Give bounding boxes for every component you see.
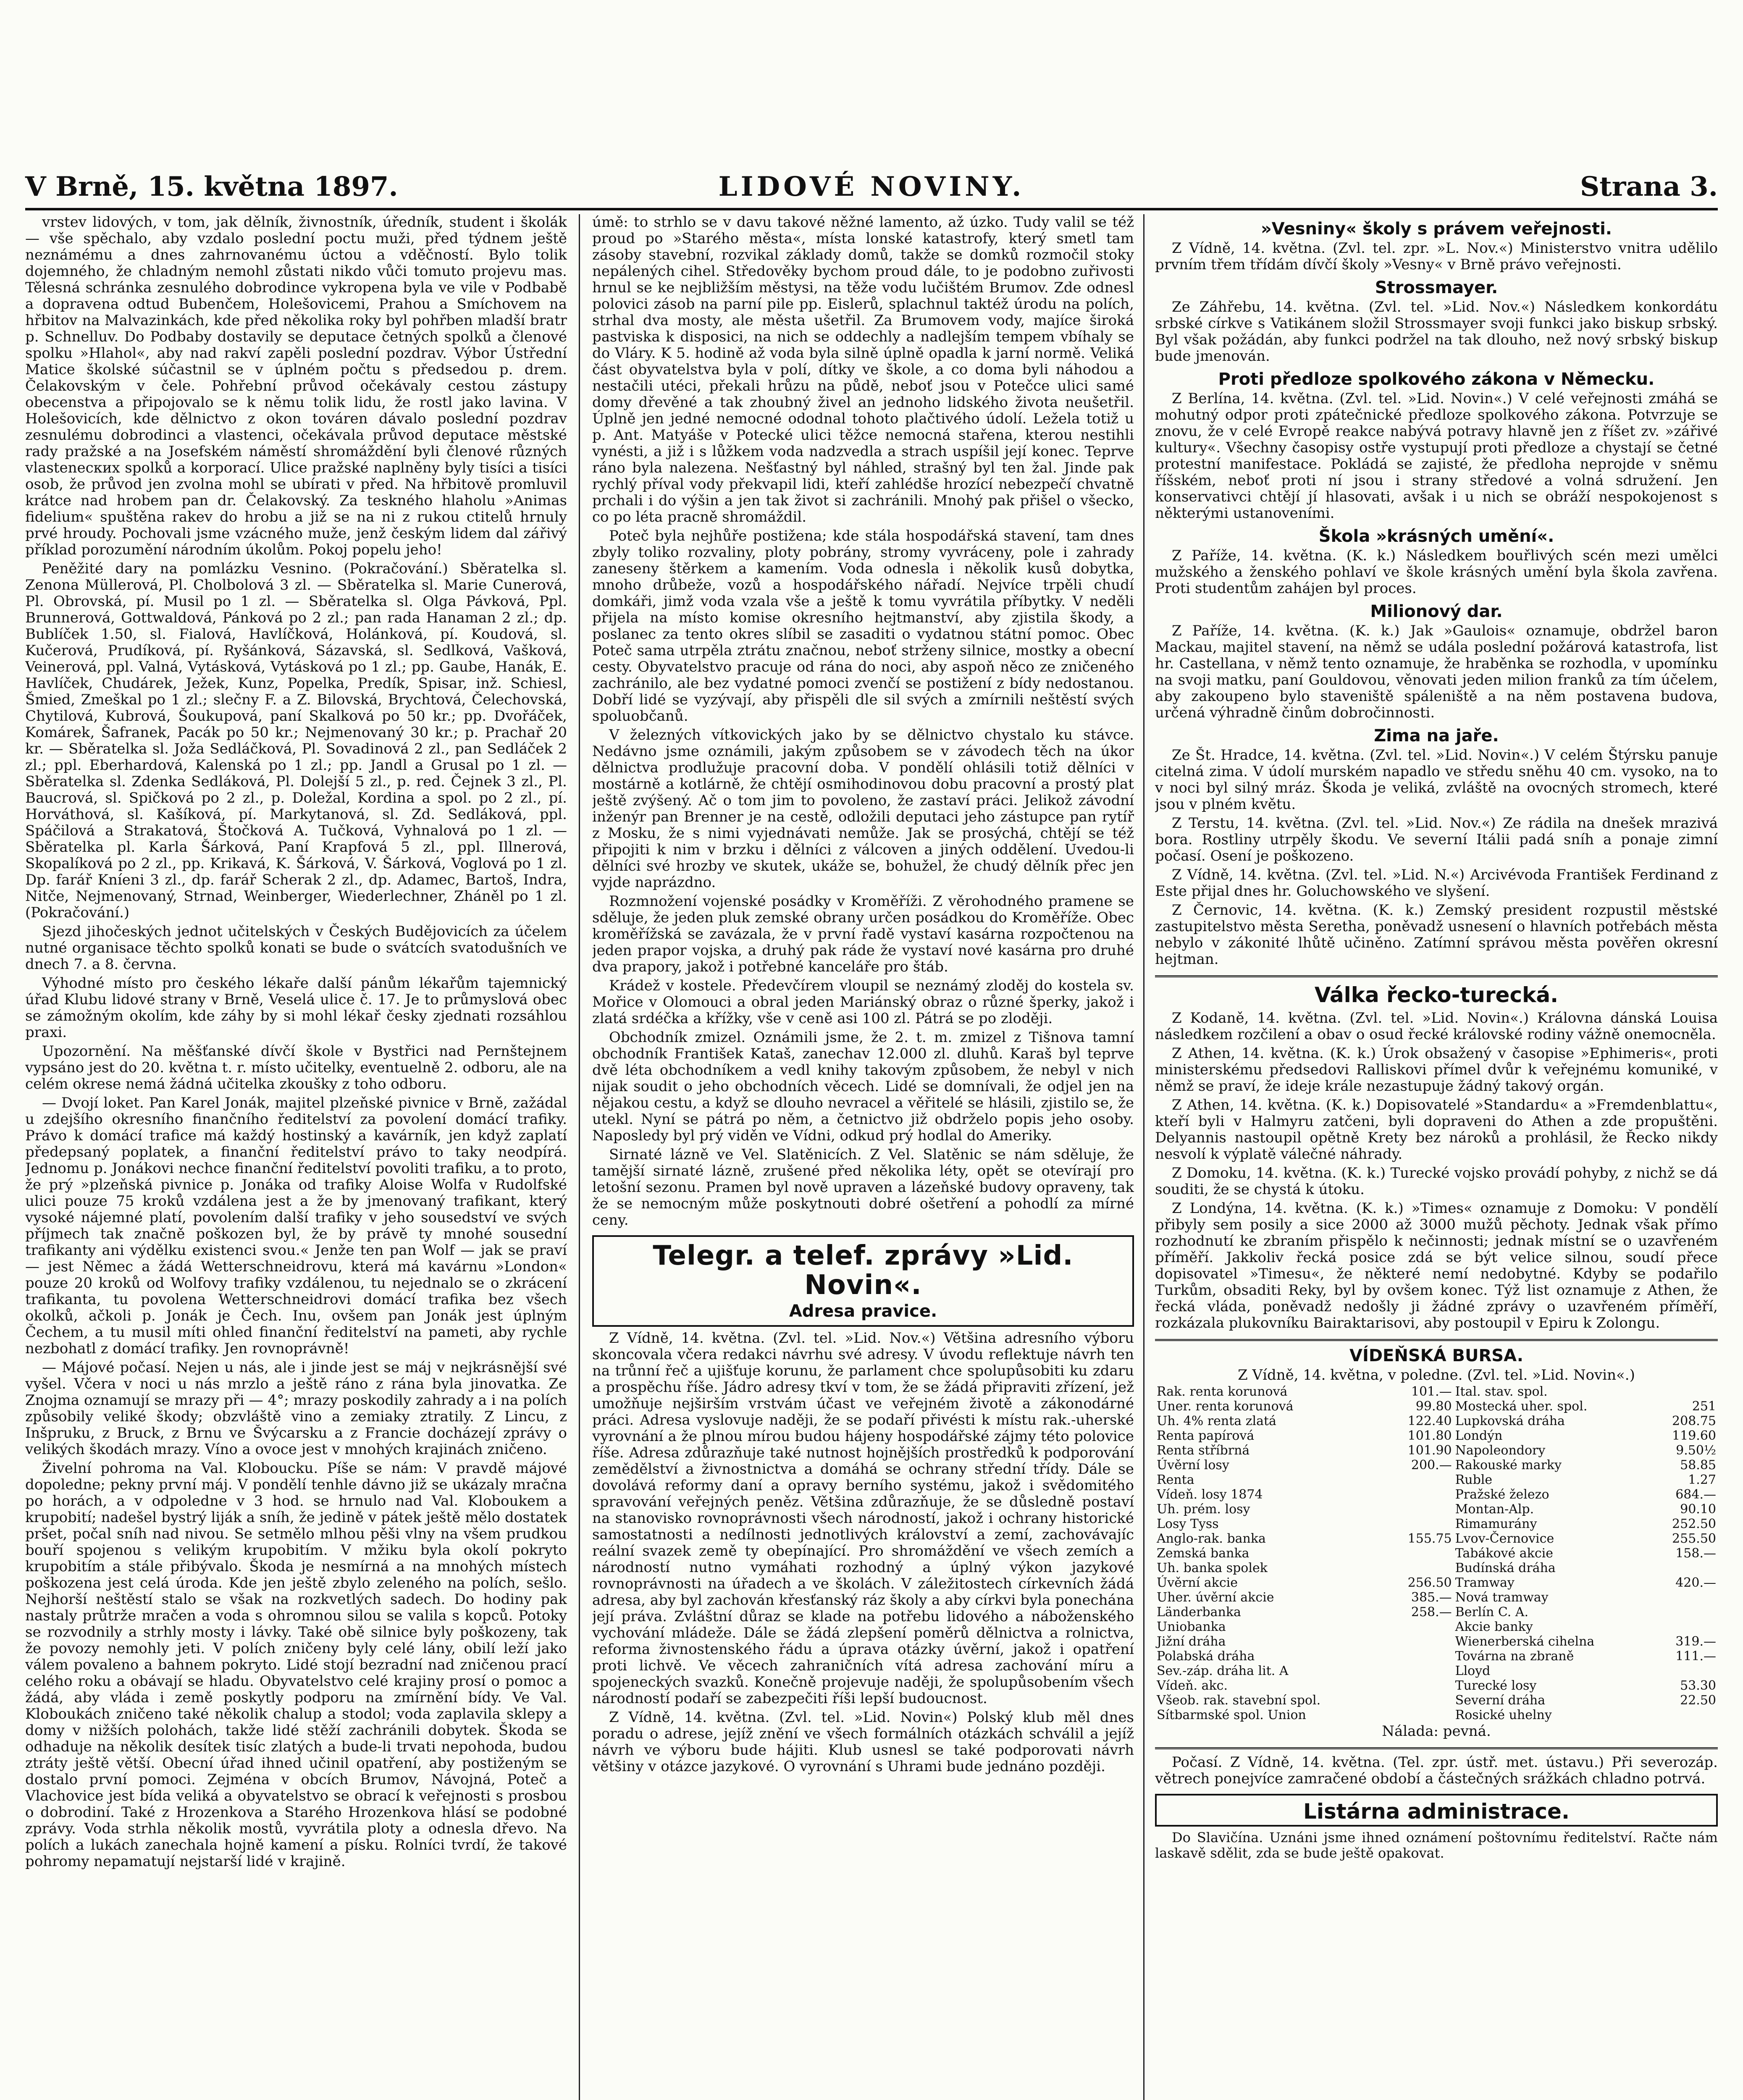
bourse-cell-price: 99.80 xyxy=(1415,1399,1452,1414)
bourse-cell-name: Mostecká uher. spol. xyxy=(1455,1399,1588,1414)
bourse-cell-price xyxy=(1388,1473,1454,1487)
article-paragraph: vrstev lidových, v tom, jak dělník, živnostník, úředník, student i školák — vše spěchalo, aby vzdalo poslední poctu muži, před týdnem ještě neznámému a dnes zahrnovanému úctou a vděčností. Bylo tolik dojemného, že chladným nemohl zůstati nikdo vůči tomuto projevu mas. Tělesná schránka zesnulého dobrodince vykropena byla ve vile v Podbabě a dopravena odtud Bubenčem, Holešovicemi, Prahou a Smíchovem na hřbitov na Malvazinkách, kde před několika roky byl pohřben mladší bratr p. Schnelluv. Do Podbaby dostavily se deputace četných spolků a členové spolku »Hlahol«, aby nad rakví zapěli poslední pozdrav. Výbor Ústřední Matice školské súčastnil se v úplném počtu s předsedou p. drem. Čelakovským v čele. Pohřební průvod očekávaly cestou zástupy obecenstva a připojovalo se k němu tolik lidu, že rostl jako lavina. V Holešovicích, kde dělnictvo z okon továren dávalo poslední pozdrav zesnulému dobrodinci a vlastenci, očekávala průvod deputace městské rady pražské a na Josefském náměstí shromáždění byli členové různých vlastenecких spolků a korporací. Ulice pražské naplněny byly tisíci a tisíci osob, že průvod jen zvolna mohl se ubírati v před. Na hřbitově promluvil krátce nad hrobem pan dr. Čelakovský. Za teskného hlaholu »Animas fidelium« spuštěna rakev do hrobu a již se na ni z rukou ctitelů hrnuly prvé hroudy. Pochovali jsme vzácného muže, jenž českým lidem dal zářivý příklad porozumění národním úkolům. Pokoj popelu jeho! xyxy=(25,214,567,558)
article-heading: Škola »krásných umění«. xyxy=(1318,527,1554,546)
article-paragraph: Výhodné místo pro českého lékaře další pánům lékařům tajemnický úřad Klubu lidové strany v Brně, Veselá ulice č. 17. Je to průmyslová obec se zámožným okolím, kde záhy by si mohl lékař česky zjednati rozsáhlou praxi. xyxy=(25,975,567,1041)
bourse-cell-price xyxy=(1652,1664,1718,1678)
bourse-cell-name: Sítbarmské spol. Union xyxy=(1157,1708,1306,1722)
bourse-cell-price xyxy=(1388,1517,1454,1531)
bourse-cell-name: Sev.-záp. dráha lit. A xyxy=(1157,1664,1289,1678)
section-divider xyxy=(1155,975,1718,977)
article-paragraph: Živelní pohroma na Val. Kloboucku. Píše se nám: V pravdě májové dopoledne; pekny první máj. V pondělí tenhle dávno již se ukázaly mračna po horách, a v odpoledne v 3 hod. se hrnulo nad Val. Kloboukem a krupobití; nadešel bystrý liják a sníh, že jedině v pátek ještě mělo dostatek pršet, počal sníh nad nivou. Se setmělo mlhou pěši vlny na všem prudkou bouří spojenou s velikým krupobitím. V mžiku byla okolí pokryto krupobitím a stále přibývalo. Škoda je nesmírná a na mnohých místech poškozena jest celá úroda. Kde jen ještě zbylo zeleného na polích, sešlo. Nejhorší neštěstí stalo se však na rozkvetlých sadech. Do hodiny pak nastaly průtrže mračen a voda s ohromnou silou se valila s kopců. Potoky se rozvodnily a strhly mosty i lávky. Také obě silnice byly poškozeny, tak že povozy nemohly jeti. V polích zničeny byly celé lány, obilí leží jako válem povaleno a bahnem pokryto. Lidé stojí bezradní nad zničenou prací celého roku a obávají se hladu. Obyvatelstvo celé krajiny prosí o pomoc a žádá, aby vláda i země poskytly podporu na zmírnění bídy. Ve Val. Kloboukách zničeno také několik chalup a stodol; voda zaplavila sklepy a domy v nižších polohách, takže lidé stěží zachránili dobytek. Škoda se odhaduje na několik desítek tisíc zlatých a bude-li trvati nepohoda, budou ztráty ještě větší. Obecní úřad ihned učinil opatření, aby postiženým se dostalo první pomoci. Zejména v obcích Brumov, Návojná, Poteč a Vlachovice jest bída veliká a obyvatelstvo se obrací k veřejnosti s prosbou o dobrodiní. Také z Hrozenkova a Starého Hrozenkova hlásí se podobné zprávy. Voda strhla několik mostů, vyvrátila ploty a odnesla dřevo. Na polích a lukách zanechala hojně kamení a písku. Rolníci tvrdí, že takové pohromy nepamatují nejstarší lidé v krajině. xyxy=(25,1460,567,1870)
bourse-cell-price: 101.— xyxy=(1411,1384,1452,1399)
bourse-cell-name: Rak. renta korunová xyxy=(1157,1384,1288,1399)
article-paragraph: Do Slavičína. Uznáni jsme ihned oznámení poštovnímu ředitelství. Račte nám laskavě sdělit, zda se bude ještě opakovat. xyxy=(1155,1830,1718,1861)
bourse-cell-price: 9.50½ xyxy=(1676,1443,1716,1458)
bourse-cell-price: 255.50 xyxy=(1672,1531,1716,1546)
article-paragraph: Ze Št. Hradce, 14. května. (Zvl. tel. »Lid. Novin«.) V celém Štýrsku panuje citelná zima. V údolí murském napadlo ve středu sněhu 40 cm. vysoko, na to v noci byl silný mráz. Škoda je veliká, zvláště na ovocných stromech, které jsou v plném květu. xyxy=(1155,747,1718,813)
bourse-cell-name: Úvěrní losy xyxy=(1157,1458,1229,1473)
bourse-cell-name: Ruble xyxy=(1455,1473,1493,1487)
article-paragraph: Upozornění. Na měšťanské dívčí škole v Bystřici nad Pernštejnem vypsáno jest do 20. května t. r. místo učitelky, eventuelně 2. odboru, ale na celém okrese nemá žádná učitelka zkoušky z toho odboru. xyxy=(25,1043,567,1092)
article-paragraph: Z Paříže, 14. května. (K. k.) Jak »Gaulois« oznamuje, obdržel baron Mackau, majitel stavení, na němž se udála poslední požárová katastrofa, list hr. Castellana, v němž tento oznamuje, že hraběnka se rozhodla, v upomínku na svoji matku, paní Gouldovou, věnovati jeden milion franků za tím účelem, aby zakoupeno bylo staveniště spáleniště a na něm postavena budova, určená výhradně činům dobročinnosti. xyxy=(1155,622,1718,721)
bourse-cell-name: Rakouské marky xyxy=(1455,1458,1562,1473)
bourse-cell-price xyxy=(1652,1708,1718,1722)
bourse-subtitle: Z Vídně, 14. května, v poledne. (Zvl. tel. »Lid. Novin«.) xyxy=(1238,1367,1635,1383)
article-paragraph: Z Vídně, 14. května. (Zvl. tel. »Lid. Novin«) Polský klub měl dnes poradu o adrese, jejíž znění ve všech formálních otázkách schválil a jejíž návrh ve výboru bude hájiti. Klub usnesl se také podporovati návrh většiny v otázce jazykové. O vyrovnání s Uhrami bude jednáno později. xyxy=(592,1709,1134,1775)
article-heading: Zima na jaře. xyxy=(1374,726,1499,746)
bourse-row xyxy=(1155,1384,1718,1399)
bourse-cell-name: Lloyd xyxy=(1455,1664,1491,1678)
bourse-cell-name: Londýn xyxy=(1455,1428,1503,1443)
article-paragraph: Ze Záhřebu, 14. května. (Zvl. tel. »Lid. Nov.«) Následkem konkordátu srbské církve s Vatikánem složil Strossmayer svoji funkci jako biskup srbský. Byl však požádán, aby funkci podržel na tak dlouho, než nový srbský biskup bude jmenován. xyxy=(1155,299,1718,365)
bourse-cell-name: Lvov-Černovice xyxy=(1455,1531,1554,1546)
bourse-cell-price xyxy=(1652,1384,1718,1399)
column-rule xyxy=(1143,214,1144,2100)
bourse-cell-name: Vídeň. losy 1874 xyxy=(1157,1487,1263,1502)
article-paragraph: Poteč byla nejhůře postižena; kde stála hospodářská stavení, tam dnes zbyly toliko rozvaliny, ploty pobrány, stromy vyvráceny, pole i zahrady zaneseny štěrkem a kamením. Voda odnesla i několik kusů dobytka, mnoho drůbeže, vozů a hospodářského nářadí. Nejvíce trpěli chudí domkáři, jimž voda vzala vše a ještě k tomu vyvrátila příbytky. V neděli přijela na místo komise okresního hejtmanství, aby zjistila škody, a poslanec za tento okres slíbil se zasaditi o vydatnou státní pomoc. Obec Poteč sama utrpěla ztrátu značnou, neboť strženy silnice, mostky a obecní cesty. Obyvatelstvo pracuje od rána do noci, aby aspoň něco ze zničeného zachránilo, ale bez vydatné pomoci zvenčí se postižení z bídy nedostanou. Dobří lidé se vyzývají, aby přispěli dle sil svých a zmírnili neštěstí svých spoluobčanů. xyxy=(592,528,1134,724)
article-heading: Strossmayer. xyxy=(1375,278,1498,297)
bourse-cell-name: Uh. 4% renta zlatá xyxy=(1157,1414,1276,1428)
article-paragraph: Krádež v kostele. Předevčírem vloupil se neznámý zloděj do kostela sv. Mořice v Olomouci a obral jeden Mariánský obraz o různé šperky, jakož i zlatá srdéčka a křížky, vše v ceně asi 100 zl. Pátrá se po zloději. xyxy=(592,977,1134,1027)
bourse-cell-name: Zemská banka xyxy=(1157,1546,1250,1561)
bourse-cell-price: 420.— xyxy=(1675,1575,1716,1590)
bourse-cell-name: Uner. renta korunová xyxy=(1157,1399,1294,1414)
bourse-cell-name: Budínská dráha xyxy=(1455,1561,1556,1575)
bourse-cell-name: Losy Tyss xyxy=(1157,1517,1219,1531)
bourse-cell-name: Nová tramway xyxy=(1455,1590,1549,1605)
bourse-cell-price xyxy=(1388,1487,1454,1502)
article-paragraph: Obchodník zmizel. Oznámili jsme, že 2. t. m. zmizel z Tišnova tamní obchodník František Kataš, zanechav 12.000 zl. dluhů. Karaš byl teprve dvě léta obchodníkem a vedl knihy takovým způsobem, že nebyl v nich nijak soudit o jeho obchodních věcech. Lidé se domnívali, že odjel jen na nějakou cestu, a když se dlouho nevracel a věřitelé se hlásili, zjistilo se, že utekl. Nyní se pátrá po něm, a četnictvo již obdrželo popis jeho osoby. Naposledy byl prý viděn ve Vídni, odkud prý hodlal do Ameriky. xyxy=(592,1029,1134,1144)
bourse-cell-name: Napoleondory xyxy=(1455,1443,1546,1458)
bourse-cell-name: Akcie banky xyxy=(1455,1620,1533,1634)
article-heading: »Vesniny« školy s právem veřejnosti. xyxy=(1260,219,1612,239)
bourse-row xyxy=(1155,1590,1718,1605)
bourse-cell-price: 258.— xyxy=(1411,1605,1452,1620)
bourse-table xyxy=(1155,1384,1718,1722)
bourse-cell-name: Polabská dráha xyxy=(1157,1649,1255,1664)
bourse-row xyxy=(1155,1693,1718,1708)
bourse-cell-name: Tabákové akcie xyxy=(1455,1546,1554,1561)
bourse-row xyxy=(1155,1487,1718,1502)
header-page-number: Strana 3. xyxy=(1580,171,1718,202)
bourse-cell-name: Anglo-rak. banka xyxy=(1157,1531,1266,1546)
bourse-cell-price xyxy=(1388,1649,1454,1664)
article-paragraph: Rozmnožení vojenské posádky v Kroměříži. Z věrohodného pramene se sděluje, že jeden pluk zemské obrany určen posádkou do Kroměříže. Obec kroměřížská se zavázala, že v první řadě vystaví kasárna rozpočtenou na jeden prapor vojska, a druhý pak ráde že vystaví nové kasárna pro druhé dva prapory, jakož i potřebné kanceláře pro štáb. xyxy=(592,893,1134,975)
article-paragraph: — Dvojí loket. Pan Karel Jonák, majitel plzeňské pivnice v Brně, zažádal u zdejšího okresního finančního ředitelství za povolení domácí trafiky. Právo k domácí trafice má každý hostinský a kavárník, jen když zaplatí předepsaný poplatek, a finanční ředitelství právo to taky neodpírá. Jednomu p. Jonákovi nechce finanční ředitelství povoliti trafiku, a to proto, že prý »plzeňská pivnice p. Jonáka od trafiky Aloise Wolfa v Rudolfské ulici pouze 75 kroků vzdálena jest a že by jmenovaný trafikant, který vysoké nájemné platí, povolením další trafiky v jeho sousedství ve svých příjmech tak značně poškozen byl, že by právě ty mnohé sousední trafikanty ani výdělku existenci svou.« Jenže ten pan Wolf — jak se praví — jest Němec a žádá Wetterschneidrovu, která má kavárnu »London« pouze 20 kroků od Wolfovy trafiky vzdálenou, tu nejednalo se o zkrácení trafikanta, tu povolena Wetterschneidrovi domácí trafika bez všech okolků, ačkoli p. Jonák je Čech. Inu, ovšem pan Jonák jest úplným Čechem, a tu musil míti ohled finanční ředitelství na pameti, aby rychle nezbohatl z domácí trafiky. Jen rovnoprávně! xyxy=(25,1095,567,1357)
article-paragraph: Z Paříže, 14. května. (K. k.) Následkem bouřlivých scén mezi umělci mužského a ženského pohlaví ve škole krásných umění byla škola zavřena. Proti studentům zahájen byl proces. xyxy=(1155,547,1718,597)
bourse-cell-price: 252.50 xyxy=(1672,1517,1716,1531)
bourse-row xyxy=(1155,1399,1718,1414)
bourse-cell-name: Lupkovská dráha xyxy=(1455,1414,1565,1428)
article-paragraph: Z Berlína, 14. května. (Zvl. tel. »Lid. Novin«.) V celé veřejnosti zmáhá se mohutný odpor proti zpátečnické předloze spolkového zákona. Potvrzuje se znovu, že v celé Evropě reakce nabývá potravy hlavně jen z říšet zv. »zářivé kultury«. Všechny časopisy ostře vystupují proti předloze a chystají se četné protestní manifestace. Pokládá se zajisté, že předloha neprojde v sněmu říšském, neboť proti ní jsou i strany středové a volná sdružení. Jen konservativci chtějí jí hlasovati, avšak i u nich se obráží nespokojenost s některými ustanoveními. xyxy=(1155,390,1718,522)
bourse-cell-name: Všeob. rak. stavební spol. xyxy=(1157,1693,1321,1708)
bourse-cell-name: Wienerberská cihelna xyxy=(1455,1634,1595,1649)
bourse-cell-name: Rosické uhelny xyxy=(1455,1708,1552,1722)
bourse-cell-price: 1.27 xyxy=(1688,1473,1716,1487)
section-divider xyxy=(1155,1339,1718,1341)
bourse-cell-price xyxy=(1388,1634,1454,1649)
article-paragraph: Z Kodaně, 14. května. (Zvl. tel. »Lid. Novin«.) Královna dánská Louisa následkem rozčilení a obav o osud řecké královské rodiny vážně onemocněla. xyxy=(1155,1010,1718,1043)
section-subtitle: Adresa pravice. xyxy=(789,1302,937,1321)
bourse-cell-name: Renta papírová xyxy=(1157,1428,1255,1443)
bourse-cell-name: Rimamurány xyxy=(1455,1517,1537,1531)
bourse-cell-price: 111.— xyxy=(1675,1649,1716,1664)
bourse-row xyxy=(1155,1575,1718,1590)
weather-report: Počasí. Z Vídně, 14. května. (Tel. zpr. ústř. met. ústavu.) Při severozáp. větrech ponejvíce zamračené období a částečných srážkách chladno potrvá. xyxy=(1155,1754,1718,1787)
article-paragraph: Peněžité dary na pomlázku Vesnino. (Pokračování.) Sběratelka sl. Zenona Müllerová, Pl. Cholbolová 3 zl. — Sběratelka sl. Marie Cunerová, Pl. Obrovská, pí. Musil po 1 zl. — Sběratelka sl. Olga Pávková, Ppl. Brunnerová, Gottwaldová, Pánková po 2 zl.; pan rada Hanaman 2 zl.; dp. Bublíček 1.50, sl. Fialová, Havlíčková, Holánková, pí. Koudová, sl. Kučerová, Prudíková, pí. Ryšánková, Sázavská, sl. Sedlková, Vašková, Veinerová, ppl. Valná, Vytásková, Vytásková po 1 zl.; pp. Gaube, Hanák, E. Havlíček, Chudárek, Ježek, Kunz, Popelka, Predík, Spisar, inž. Schiesl, Šmied, Zmeškal po 1 zl.; slečny F. a Z. Bilovská, Brychtová, Čelechovská, Chytilová, Kubrová, Šoukupová, paní Skalková po 50 kr.; pp. Dvořáček, Komárek, Šafranek, Pacák po 50 kr.; Nejmenovaný 30 kr.; p. Prachař 20 kr. — Sběratelka sl. Joža Sedláčková, Pl. Sovadinová 2 zl., pan Sedláček 2 zl.; ppl. Eberhardová, Kalenská po 1 zl.; pp. Jandl a Grusal po 1 zl. — Sběratelka sl. Zdenka Sedláková, Pl. Dolejší 5 zl., p. red. Čejnek 3 zl., Pl. Baucrová, sl. Spičková po 2 zl., p. Doležal, Kordina a spol. po 2 zl., pí. Horváthová, sl. Kašíková, pí. Markytanová, sl. Zd. Sedláková, ppl. Spáčilová a Strakatová, Štočková A. Tučková, Vyhnalová po 1 zl. — Sběratelka pl. Karla Šárková, Paní Krapfová 5 zl., ppl. Illnerová, Skopalíková po 2 zl., pp. Krikavá, K. Šárková, V. Šárková, Voglová po 1 zl. Dp. farář Kníeni 3 zl., dp. farář Scherak 2 zl., dp. Adamec, Bartoš, Indra, Nitče, Nejmenovaný, Strnad, Weinberger, Wiederlechner, Zháněl po 1 zl. (Pokračování.) xyxy=(25,560,567,921)
bourse-cell-price xyxy=(1652,1605,1718,1620)
bourse-cell-name: Továrna na zbraně xyxy=(1455,1649,1574,1664)
bourse-cell-name: Berlín C. A. xyxy=(1455,1605,1529,1620)
bourse-cell-price: 53.30 xyxy=(1680,1678,1716,1693)
bourse-cell-price: 22.50 xyxy=(1680,1693,1716,1708)
bourse-cell-price: 101.90 xyxy=(1407,1443,1452,1458)
bourse-cell-price xyxy=(1388,1502,1454,1517)
bourse-row xyxy=(1155,1428,1718,1443)
bourse-row xyxy=(1155,1517,1718,1531)
bourse-cell-price xyxy=(1388,1664,1454,1678)
bourse-row xyxy=(1155,1531,1718,1546)
bourse-cell-price: 119.60 xyxy=(1672,1428,1716,1443)
bourse-cell-name: Ital. stav. spol. xyxy=(1455,1384,1548,1399)
bourse-cell-name: Jižní dráha xyxy=(1157,1634,1226,1649)
section-title: Listárna administrace. xyxy=(1303,1799,1570,1824)
article-paragraph: Sjezd jihočeských jednot učitelských v Českých Budějovicích za účelem nutné organisace těchto spolků konati se bude o svátcích svatodušních ve dnech 7. a 8. června. xyxy=(25,923,567,973)
article-paragraph: — Májové počasí. Nejen u nás, ale i jinde jest se máj v nejkrásnější své vyšel. Včera v noci u nás mrzlo a ještě ráno z rána byla jinovatka. Ze Znojma oznamují se mrazy při — 4°; mrazy poskodily zahrady a i na polích způsobily veliké škody; obzvláště vino a zemiaky ztratily. Z Lincu, z Inšpruku, z Bruck, z Brnu ve Švýcarsku a z Francie docházejí zprávy o velikých škodách mrazy. Víno a ovoce jest v mnohých krajinách zničeno. xyxy=(25,1359,567,1458)
bourse-cell-price xyxy=(1388,1708,1454,1722)
bourse-cell-price: 155.75 xyxy=(1407,1531,1452,1546)
bourse-note: Nálada: pevná. xyxy=(1382,1723,1491,1740)
article-paragraph: Z Vídně, 14. května. (Zvl. tel. »Lid. Nov.«) Většina adresního výboru skoncovala včera redakci návrhu své adresy. V úvodu reflektuje návrh ten na trůnní řeč a ujišťuje korunu, že parlament chce spolupůsobiti ku zdaru a prospěchu říše. Jádro adresy tkví v tom, že se žádá připraviti zřízení, jež umožňuje nejširším vrstvám účast ve veřejném životě a zákonodárné práci. Adresa vyslovuje naději, že se podaří přivésti k místu rak.-uherské vyrovnání a že plnou mírou budou hájeny hospodářské zájmy této polovice říše. Adresa zdůrazňuje také nutnost hojnějších prostředků k podporování zemědělství a živnostnictva a domáhá se ochrany střední třídy. Dále se dovolává reformy daní a opravy berního systému, jakož i svědomitého spravování veřejných peněz. Většina zdůrazňuje, že se důsledně postaví na stanovisko rovnoprávnosti všech národností, jakož i ochrany historické samostatnosti a nedílnosti jednotlivých království a zemí, zachovávajíc reální svazek země ty obepínající. Pro shromáždění ve všech zemích a národností nutno vymáhati rozhodný a úplný výkon jazykové rovnoprávnosti na úřadech a ve školách. V záležitostech církevních žádá adresa, aby byl zachován křesťanský ráz školy a aby církvi byla ponechána její práva. Zvláštní důraz se klade na potřebu lidového a náboženského vychování mládeže. Dále se žádá zlepšení poměrů dělnictva a rolnictva, reforma živnostenského řádu a úprava otázky úvěrní, jakož i opatření proti lichvě. Ve věcech zahraničních vítá adresa zachování míru a spojeneckých svazků. Konečně projevuje naději, že spolupůsobením všech národností podaří se zabezpečiti říši lepší budoucnost. xyxy=(592,1330,1134,1707)
listarna-header xyxy=(1155,1794,1718,1827)
bourse-cell-price xyxy=(1388,1561,1454,1575)
section-title: Válka řecko-turecká. xyxy=(1314,983,1559,1007)
bourse-cell-name: Renta xyxy=(1157,1473,1194,1487)
column-2 xyxy=(592,214,1134,2100)
bourse-cell-name: Renta stříbrná xyxy=(1157,1443,1250,1458)
bourse-cell-name: Uh. prém. losy xyxy=(1157,1502,1250,1517)
bourse-cell-price: 101.80 xyxy=(1407,1428,1452,1443)
article-paragraph: Z Londýna, 14. května. (K. k.) »Times« oznamuje z Domoku: V pondělí přibyly sem posily a sice 2000 až 3000 mužů pěchoty. Jednak však přímo rozhodnutí ke zbraním přispělo k nečinnosti; jednak místní se o uzavřeném příměří. Jakkoliv řecká posice zdá se být velice silnou, soudí přece dopisovatel »Timesu«, že některé nemí nedobytné. Kdyby se podařilo Turkům, obsaditi Reky, byl by ovšem konec. Týž list oznamuje z Athen, že řecká vláda, poněvadž nedošly ji žádné zprávy o uzavřeném příměří, rozkázala plukovníku Bairaktarisovi, aby postoupil v Epiru k Zolongu. xyxy=(1155,1200,1718,1331)
bourse-cell-name: Länderbanka xyxy=(1157,1605,1241,1620)
bourse-cell-name: Turecké losy xyxy=(1455,1678,1537,1693)
article-paragraph: Z Athen, 14. května. (K. k.) Úrok obsažený v časopise »Ephimeris«, proti ministerskému předsedovi Ralliskovi přímel dvůr k veřejnému komuniké, v němž se praví, že ideje krále nezastupuje žádný takový orgán. xyxy=(1155,1045,1718,1095)
bourse-row xyxy=(1155,1678,1718,1693)
article-paragraph: Sirnaté lázně ve Vel. Slatěnicích. Z Vel. Slatěnic se nám sděluje, že tamější sirnaté lázně, zrušené před několika léty, opět se otevírají pro letošní sezonu. Pramen byl nově upraven a lázeňské budovy opraveny, tak že se nemocným může poskytnouti dobré ošetření a pohodlí za mírné ceny. xyxy=(592,1146,1134,1228)
bourse-cell-price xyxy=(1652,1620,1718,1634)
bourse-cell-price xyxy=(1388,1693,1454,1708)
bourse-cell-price xyxy=(1652,1561,1718,1575)
bourse-row xyxy=(1155,1443,1718,1458)
bourse-cell-price: 208.75 xyxy=(1672,1414,1716,1428)
bourse-cell-price: 385.— xyxy=(1411,1590,1452,1605)
bourse-cell-name: Úvěrní akcie xyxy=(1157,1575,1238,1590)
header-title: LIDOVÉ NOVINY. xyxy=(718,171,1025,202)
telegram-section-header xyxy=(592,1235,1134,1327)
bourse-cell-price: 256.50 xyxy=(1407,1575,1452,1590)
bourse-row xyxy=(1155,1458,1718,1473)
article-paragraph: V železných vítkovických jako by se dělnictvo chystalo ku stávce. Nedávno jsme oznámili, jakým způsobem se v závodech těch na úkor dělnictva prodlužuje pracovní doba. V pondělí ohlásili totiž dělníci v mostárně a kotlárně, že chtějí osmihodinovou dobu pracovní a prostý plat ještě zvýšený. Ač o tom jim to povoleno, že zastaví práci. Jelikož závodní inženýr pan Brenner je na cestě, odložili deputaci jeho zástupce pan rytíř z Mosku, že s nimi vyjednávati nemůže. Jak se prosýchá, chtějí se též připojiti k nim v brzku i dělníci z válcoven a jiných oddělení. Uvedou-li dělníci své hrozby ve skutek, ukáže se, bohužel, že chudý dělník přec jen vyjde naprázdno. xyxy=(592,727,1134,891)
bourse-row xyxy=(1155,1605,1718,1620)
bourse-row xyxy=(1155,1546,1718,1561)
bourse-cell-name: Montan-Alp. xyxy=(1455,1502,1534,1517)
column-rule xyxy=(579,214,580,2100)
masthead xyxy=(25,166,1718,210)
article-heading: Milionový dar. xyxy=(1370,602,1503,621)
bourse-cell-price: 58.85 xyxy=(1680,1458,1716,1473)
bourse-row xyxy=(1155,1664,1718,1678)
article-paragraph: Z Černovic, 14. května. (K. k.) Zemský president rozpustil městské zastupitelstvo města Seretha, poněvadž usnesení o hlavních potřebách města nebylo v zákonité lhůtě učiněno. Zatímní správou města pověřen okresní hejtman. xyxy=(1155,902,1718,968)
bourse-cell-price: 684.— xyxy=(1675,1487,1716,1502)
bourse-cell-price: 200.— xyxy=(1411,1458,1452,1473)
article-paragraph: Z Athen, 14. května. (K. k.) Dopisovatelé »Standardu« a »Fremdenblattu«, kteří byli v Halmyru zatčeni, byli dopraveni do Athen a zde propuštěni. Delyannis nastoupil opětně Krety bez nároků a prohlásil, že Řecko nikdy nesvolí k výplatě válečné náhrady. xyxy=(1155,1097,1718,1163)
header-date: V Brně, 15. května 1897. xyxy=(25,171,398,202)
bourse-cell-price: 158.— xyxy=(1675,1546,1716,1561)
article-paragraph: Z Vídně, 14. května. (Zvl. tel. zpr. »L. Nov.«) Ministerstvo vnitra udělilo prvním třem třídám dívčí školy »Vesny« v Brně právo veřejnosti. xyxy=(1155,240,1718,273)
bourse-cell-price xyxy=(1388,1678,1454,1693)
article-paragraph: Z Domoku, 14. května. (K. k.) Turecké vojsko provádí pohyby, z nichž se dá souditi, že se chystá k útoku. xyxy=(1155,1165,1718,1198)
bourse-cell-price: 319.— xyxy=(1675,1634,1716,1649)
article-heading: Proti předloze spolkového zákona v Německu. xyxy=(1218,370,1655,389)
bourse-cell-name: Tramway xyxy=(1455,1575,1515,1590)
bourse-cell-price: 251 xyxy=(1692,1399,1716,1414)
bourse-row xyxy=(1155,1473,1718,1487)
bourse-title: VÍDEŇSKÁ BURSA. xyxy=(1349,1346,1523,1365)
bourse-row xyxy=(1155,1502,1718,1517)
bourse-row xyxy=(1155,1561,1718,1575)
bourse-cell-price: 90.10 xyxy=(1680,1502,1716,1517)
bourse-cell-name: Pražské železo xyxy=(1455,1487,1549,1502)
bourse-row xyxy=(1155,1620,1718,1634)
bourse-row xyxy=(1155,1708,1718,1722)
article-paragraph: Z Terstu, 14. května. (Zvl. tel. »Lid. Nov.«) Ze rádila na dnešek mrazivá bora. Rostliny utrpěly škodu. Ve severní Itálii padá sníh a ponaje zimní počasí. Osení je poškozeno. xyxy=(1155,815,1718,864)
section-divider xyxy=(1155,1747,1718,1749)
bourse-cell-name: Uniobanka xyxy=(1157,1620,1226,1634)
column-3 xyxy=(1155,214,1718,2100)
bourse-cell-price: 122.40 xyxy=(1407,1414,1452,1428)
bourse-cell-name: Severní dráha xyxy=(1455,1693,1546,1708)
bourse-cell-price xyxy=(1388,1620,1454,1634)
bourse-row xyxy=(1155,1634,1718,1649)
bourse-row xyxy=(1155,1649,1718,1664)
article-paragraph: Z Vídně, 14. května. (Zvl. tel. »Lid. N.«) Arcivévoda František Ferdinand z Este přijal dnes hr. Goluchowského ve slyšení. xyxy=(1155,866,1718,900)
bourse-cell-name: Vídeň. akc. xyxy=(1157,1678,1228,1693)
bourse-cell-price xyxy=(1388,1546,1454,1561)
bourse-cell-name: Uh. banka spolek xyxy=(1157,1561,1268,1575)
section-title: Telegr. a telef. zprávy »Lid. Novin«. xyxy=(653,1240,1074,1301)
bourse-cell-name: Uher. úvěrní akcie xyxy=(1157,1590,1274,1605)
bourse-row xyxy=(1155,1414,1718,1428)
article-paragraph: úmě: to strhlo se v davu takové něžné lamento, až úzko. Tudy valil se též proud po »Starého města«, místa lonské katastrofy, který smetl tam zásoby stavební, rozvikal základy domů, takže se domků rozmočil stoky nepálených cihel. Středověky bychom proud dále, to je podobno zuřivosti hrnul se ke nejbližším městysi, na těže vodu lučištém Brumov. Zde odnesl polovici zásob na parní pile pp. Eislerů, splachnul taktéž úrodu na polích, strhal dva mosty, ale města ušetřil. Za Brumovem vody, majíce široká pastviska k disposici, na nich se oddechly a nadlejším tempem vbíhaly se do Vláry. K 5. hodině až voda byla silně úplně opadla k jarní normě. Veliká část obyvatelstva byla v polí, dítky ve škole, a co doma byli náhodou a nestačili utéci, překali hrůzu na půdě, neboť jsou v Potečce ulici samé domy dřevěné a tak zhoubný živel an jednoho lidského života neušetřil. Úplně jen jedné nemocné ododnal tohoto plačtivého údolí. Ležela totiž u p. Ant. Matyáše v Potecké ulici těžce nemocná stařena, kterou nestihli vynésti, a již i s lůžkem voda nadzvedla a strach uspíšil její konec. Teprve ráno byla nalezena. Nešťastný byl náhled, strašný byl ten žal. Jinde pak rychlý příval vody překvapil lidi, kteří zahlédše hrozící nebezpečí chvatně prchali i do výšin a jen tak život si zachránili. Mnohý pak přišel o všecko, co po léta pracně shromáždil. xyxy=(592,214,1134,525)
bourse-cell-price xyxy=(1652,1590,1718,1605)
column-1 xyxy=(25,214,567,2100)
